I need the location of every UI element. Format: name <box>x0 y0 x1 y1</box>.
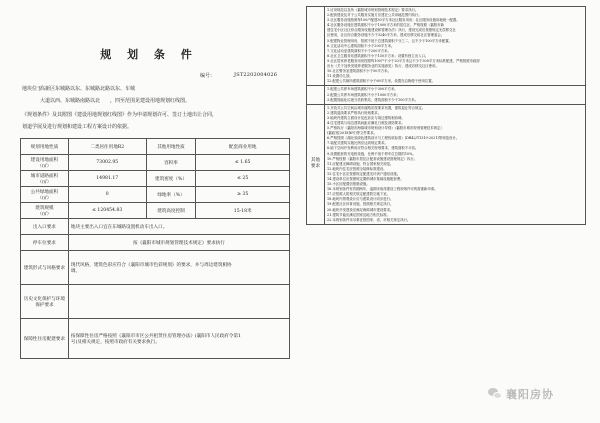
requirement-line: 18.地块内景观设计应与建筑设计同步进行。 <box>327 197 394 202</box>
table-row <box>307 7 586 86</box>
total-value: ≤ 120454.83 <box>68 203 146 219</box>
planning-conditions-table <box>20 138 290 359</box>
requirement-line: 8.社区卫生服务站建筑面积不小于150平方米；设置有独立出入口。 <box>327 53 429 58</box>
public-label: 公共绿地面积 <box>30 189 59 195</box>
number-label: 编号： <box>200 73 216 79</box>
table-row <box>21 219 290 235</box>
land-use-value: 二类居住用地R2 <box>68 139 146 155</box>
requirement-line: 21.建筑节能应满足国家及地方相关标准。 <box>327 212 391 217</box>
area-value: 73002.95 <box>68 155 146 171</box>
requirement-line: 6.文化活动中心建筑面积不小于200平方米。 <box>327 43 395 48</box>
basis-line-2: 划道学展及进行规划和建设工程方案设计的依据。 <box>22 124 133 130</box>
net-area-unit: （㎡） <box>37 179 52 185</box>
requirement-line: 9.设置配套的充电桩设施，比例不低于停车位总数的10%。 <box>327 151 416 156</box>
style-line-1: 现代风格，建筑色彩应符合《襄阳市城市色彩规划》的要求，并与周边建筑相协 <box>70 262 232 268</box>
requirement-line: 2.配置公共停车场建筑面积不小于1000平方米； <box>327 92 400 97</box>
requirement-line: 12.地块内住宅应按照全装修标准建设。 <box>327 166 387 171</box>
far-value: ≤ 1.65 <box>196 155 290 171</box>
density-label: 建筑密度（%） <box>146 171 196 187</box>
requirement-line: 建住宅小区社区综合服务设施建设和管理办法》执行，建设完成后按照规定无偿移交社 <box>327 28 456 33</box>
heritage-label: 历史文化保护与环境保护要求 <box>21 285 69 319</box>
right-page <box>306 6 594 296</box>
location-line-1: 高新区东城路以东、东城路北路以东、车城 <box>40 86 136 92</box>
table-row <box>21 171 290 187</box>
table-row <box>21 235 290 251</box>
basis-line-1: 《规划条件》及其附图《建设用地规划红线图》作为申请规划许可、签订土地出让合同， <box>22 112 218 118</box>
requirement-line: 5.配建物业管理用房，按照不低于总建筑面积千分之二，且不少于100平方米配置。 <box>327 38 452 43</box>
wechat-icon <box>488 388 502 400</box>
requirement-line: 15.小区应配置信报箱设施。 <box>327 182 370 187</box>
section-label <box>307 7 325 86</box>
total-unit: （㎡） <box>37 211 52 217</box>
watermark <box>488 386 554 402</box>
requirement-line: 出台《关于加快发展养老服务业的实施意见》执行，建成后移交社区使用。 <box>327 64 439 69</box>
public-label-cell <box>21 187 69 203</box>
table-row <box>21 251 290 285</box>
requirement-line: 4.住宅建筑与周边建筑间距应满足日照及消防要求。 <box>327 120 405 125</box>
public-value: 0 <box>68 187 146 203</box>
requirement-line: 8.地下空间开发利用应符合相关规划要求，建筑面积不计容。 <box>327 146 419 151</box>
requirement-line: 2.建筑退线要求严格执行规划要求。 <box>327 110 382 115</box>
section-content <box>325 7 586 86</box>
requirement-line: 1.应用规范以及所《襄阳城市规划管理技术规定》要求执行。 <box>327 8 419 12</box>
public-unit: （㎡） <box>37 195 52 201</box>
table-row <box>307 104 586 224</box>
location-line-2: 大道以西、东城路南路以北 ，四至范围见建设用地规划红线图。 <box>40 98 191 104</box>
green-value: ≥ 35 <box>196 187 290 203</box>
far-label: 容积率 <box>146 155 196 171</box>
left-page <box>4 10 294 410</box>
heritage-value <box>68 285 289 319</box>
requirement-line: 10.社区警务室建筑面积不小于50平方米。 <box>327 69 391 74</box>
other-use-label: 其他用地性质 <box>146 139 196 155</box>
affordable-line-1: 按保障性住房严格按照《襄阳市市区公共租赁住房管理办法》(襄阳市人民政府令第1 <box>70 333 241 339</box>
requirement-line: 20.地块开发建设应满足海绵城市建设要求。 <box>327 207 394 212</box>
requirement-line: 13.住宅小区应按照规定配建光纤到户通信设施。 <box>327 171 401 176</box>
net-area-value: 14981.17 <box>68 171 146 187</box>
requirement-line: 16.本规划条件有效期两年，逾期未取得建设工程规划许可的需重新申请。 <box>327 187 438 192</box>
height-value: 15-18米 <box>196 203 290 219</box>
table-row <box>21 139 290 155</box>
requirement-line: 7.装配式建筑实施比例应达到规定要求。 <box>327 141 388 146</box>
style-label: 建筑形式与风格要求 <box>21 251 69 285</box>
total-label-cell <box>21 203 69 219</box>
height-label: 建筑高度控制 <box>146 203 196 219</box>
location-label: 地块位于 <box>22 86 43 92</box>
table-row <box>21 155 290 171</box>
requirement-line: 4.社区服务设施在建筑面积不小于1000平方米的居住区，严格按照《襄阳市新 <box>327 23 444 28</box>
section-label: 其他要求 <box>307 104 325 224</box>
other-use-value: 配套商业用地 <box>196 139 290 155</box>
requirement-line: 2.配套建设及对于公共服务实施方应建在公共用地范围内执行。 <box>327 13 422 18</box>
requirement-line: 22.本规划条件未尽事宜按国家、省、市相关规定执行。 <box>327 217 411 222</box>
table-row <box>307 86 586 104</box>
net-area-label: 城市道路面积 <box>30 173 59 179</box>
requirement-line: 17.应按照人防相关规定配建防空地下室。 <box>327 192 391 197</box>
requirement-line: 5.严格执行《襄阳市海绵城市规划设计导则》《襄阳市城市规划管理技术规定》 <box>327 126 444 131</box>
parking-label: 停车位要求 <box>21 235 69 251</box>
requirement-line: 14.建设单位应按照规定缴纳城市基础设施配套费。 <box>327 177 404 181</box>
table-row <box>21 187 290 203</box>
document-title: 规 划 条 件 <box>100 48 198 61</box>
requirement-line: 11.应配建无障碍设施，符合国家相关规范。 <box>327 161 394 166</box>
affordable-value-cell <box>68 319 289 359</box>
requirement-line: (襄政发[2018]6号)等文件要求。 <box>327 131 377 136</box>
table-row <box>21 203 290 219</box>
area-label: 建设用地面积 <box>30 157 59 163</box>
table-row <box>21 285 290 319</box>
green-label: 绿地率（%） <box>146 187 196 203</box>
other-requirements-table <box>306 6 586 225</box>
requirement-line: 3.社区服务设施按照每100户配建30平方米社区服务用房；社区服务设施用地统一配置。 <box>327 18 460 23</box>
requirement-line: 6.严格按照《湖北省绿色建筑设计与工程验收标准》(DB42/T1319-2021)等规范设计。 <box>327 136 460 141</box>
requirement-line: 3.配置智能化垃圾分类收集站，建筑面积不少于100平方米。 <box>327 97 419 102</box>
total-label: 建筑规模 <box>35 205 54 211</box>
number-value: JST2202004026 <box>234 72 278 78</box>
style-line-2: 调。 <box>70 268 81 274</box>
requirement-line: 12.配建公共厕所建筑面积不小于60平方米，设置在沿街便于使用位置。 <box>327 79 436 84</box>
net-area-label-cell <box>21 171 69 187</box>
area-label-cell <box>21 155 69 171</box>
affordable-line-2: 号)及相关规定，按照市政府有关要求执行。 <box>70 339 160 345</box>
requirement-line: 11.设置幼儿园。 <box>327 74 353 79</box>
style-value-cell <box>68 251 289 285</box>
requirement-line: 19.配建社区体育设施，按照相关规定执行。 <box>327 202 394 207</box>
requirement-line: 3.地块内建筑立面设计及色彩应与周边建筑相协调。 <box>327 115 405 120</box>
entrance-value: 地块主要出入口宜在东城路设置机动车出入口。 <box>68 219 289 235</box>
land-use-label: 规划用地性质 <box>21 139 69 155</box>
requirement-line: 1.配建公共停车场建筑面积不小于300平方米， <box>327 87 398 92</box>
section-content <box>325 104 586 224</box>
requirement-line: 区使用，社区综合服务设施不少于3240平方米，建成后移交给社区管理委会。 <box>327 33 445 38</box>
table-row <box>21 319 290 359</box>
section-content <box>325 86 586 104</box>
affordable-label: 保障性住房配建要求 <box>21 319 69 359</box>
watermark-text: 襄阳房协 <box>506 388 554 401</box>
requirement-line: 9.社区居家养老服务用房按照每100户不小于20平方米且不少于300平方米标准配建，严格按照市政府 <box>327 58 480 63</box>
requirement-line: 10.严格按照《襄阳市居住区配套设施建设管理规定》执行。 <box>327 156 418 161</box>
parking-value: 按《襄阳市城市规划管理技术规定》要求执行 <box>68 235 289 251</box>
density-value: ≤ 25 <box>196 171 290 187</box>
requirement-line: 7.文化活动室建筑面积不小于200平方米。 <box>327 48 391 53</box>
entrance-label: 出入口要求 <box>21 219 69 235</box>
section-label <box>307 86 325 104</box>
area-unit: （㎡） <box>37 163 52 169</box>
requirement-line: 1.开放式公共空间沿城市道路应按要求布置，建筑退让符合规定。 <box>327 105 426 110</box>
